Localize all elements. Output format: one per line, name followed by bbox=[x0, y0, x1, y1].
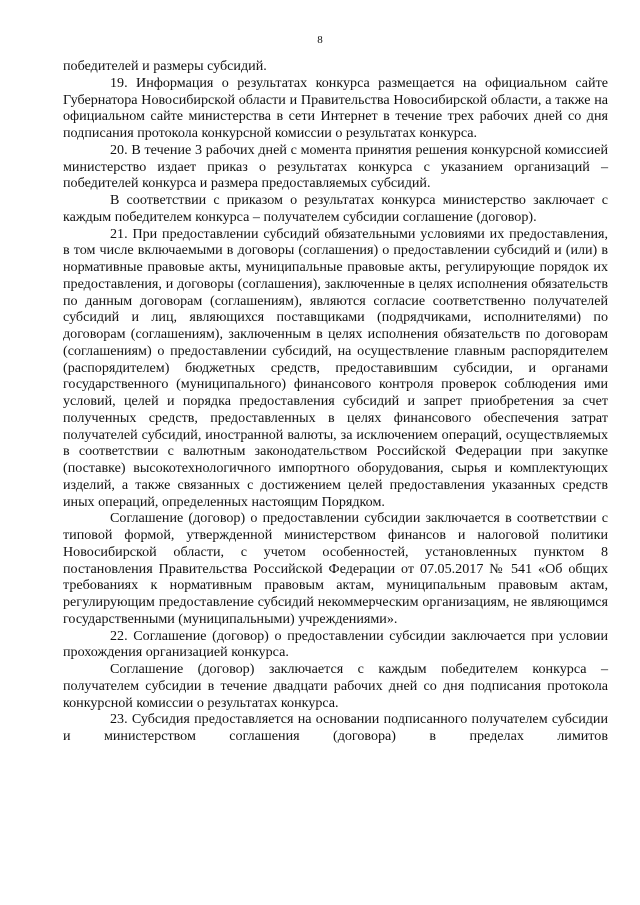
paragraph: 20. В течение 3 рабочих дней с момента принятия решения конкурсной комиссией министерство издает приказ о результатах конкурса с указанием организаций – победителей конкурса и размера предоставляемых субсидий. bbox=[63, 141, 608, 192]
paragraph: В соответствии с приказом о результатах конкурса министерство заключает с каждым победителем конкурса – получателем субсидии соглашение (договор). bbox=[63, 192, 608, 225]
paragraph: Соглашение (договор) о предоставлении субсидии заключается в соответствии с типовой формой, утвержденной министерством финансов и налоговой политики Новосибирской области, с учетом особенностей, установленных пунктом 8 постановления Правительства Российской Федерации от 07.05.2017 № 541 «Об общих требованиях к нормативным правовым актам, муниципальным правовым актам, регулирующим предоставление субсидий некоммерческим организациям, не являющимся государственными (муниципальными) учреждениями». bbox=[63, 510, 608, 627]
paragraph: 19. Информация о результатах конкурса размещается на официальном сайте Губернатора Новосибирской области и Правительства Новосибирской области, а также на официальном сайте министерства в сети Интернет в течение трех рабочих дней со дня подписания протокола конкурсной комиссии о результатах конкурса. bbox=[63, 74, 608, 141]
paragraph: 21. При предоставлении субсидий обязательными условиями их предоставления, в том числе включаемыми в договоры (соглашения) о предоставлении субсидий и (или) в нормативные правовые акты, муниципальные правовые акты, регулирующие порядок их предоставления, и договоры (соглашения), заключенные в целях исполнения обязательств по данным договорам (соглашениям), являются согласие соответственно получателей субсидий и лиц, являющихся поставщиками (подрядчиками, исполнителями) по договорам (соглашениям), заключенным в целях исполнения обязательств по договорам (соглашениям) о предоставлении субсидий, на осуществление главным распорядителем (распорядителем) бюджетных средств, предоставившим субсидии, и органами государственного (муниципального) финансового контроля проверок соблюдения ими условий, целей и порядка предоставления субсидий и запрет приобретения за счет полученных средств, предоставленных в целях финансового обеспечения затрат получателей субсидий, иностранной валюты, за исключением операций, осуществляемых в соответствии с валютным законодательством Российской Федерации при закупке (поставке) высокотехнологичного импортного оборудования, сырья и комплектующих изделий, а также связанных с достижением целей предоставления указанных средств иных операций, определенных настоящим Порядком. bbox=[63, 225, 608, 510]
document-body bbox=[63, 58, 608, 745]
paragraph: 23. Субсидия предоставляется на основании подписанного получателем субсидии и министерством соглашения (договора) в пределах лимитов bbox=[63, 711, 608, 744]
page-number: 8 bbox=[317, 34, 323, 46]
paragraph: 22. Соглашение (договор) о предоставлении субсидии заключается при условии прохождения организацией конкурса. bbox=[63, 627, 608, 661]
paragraph: Соглашение (договор) заключается с каждым победителем конкурса – получателем субсидии в течение двадцати рабочих дней со дня подписания протокола конкурсной комиссии о результатах конкурса. bbox=[63, 661, 608, 711]
paragraph: победителей и размеры субсидий. bbox=[63, 58, 267, 74]
